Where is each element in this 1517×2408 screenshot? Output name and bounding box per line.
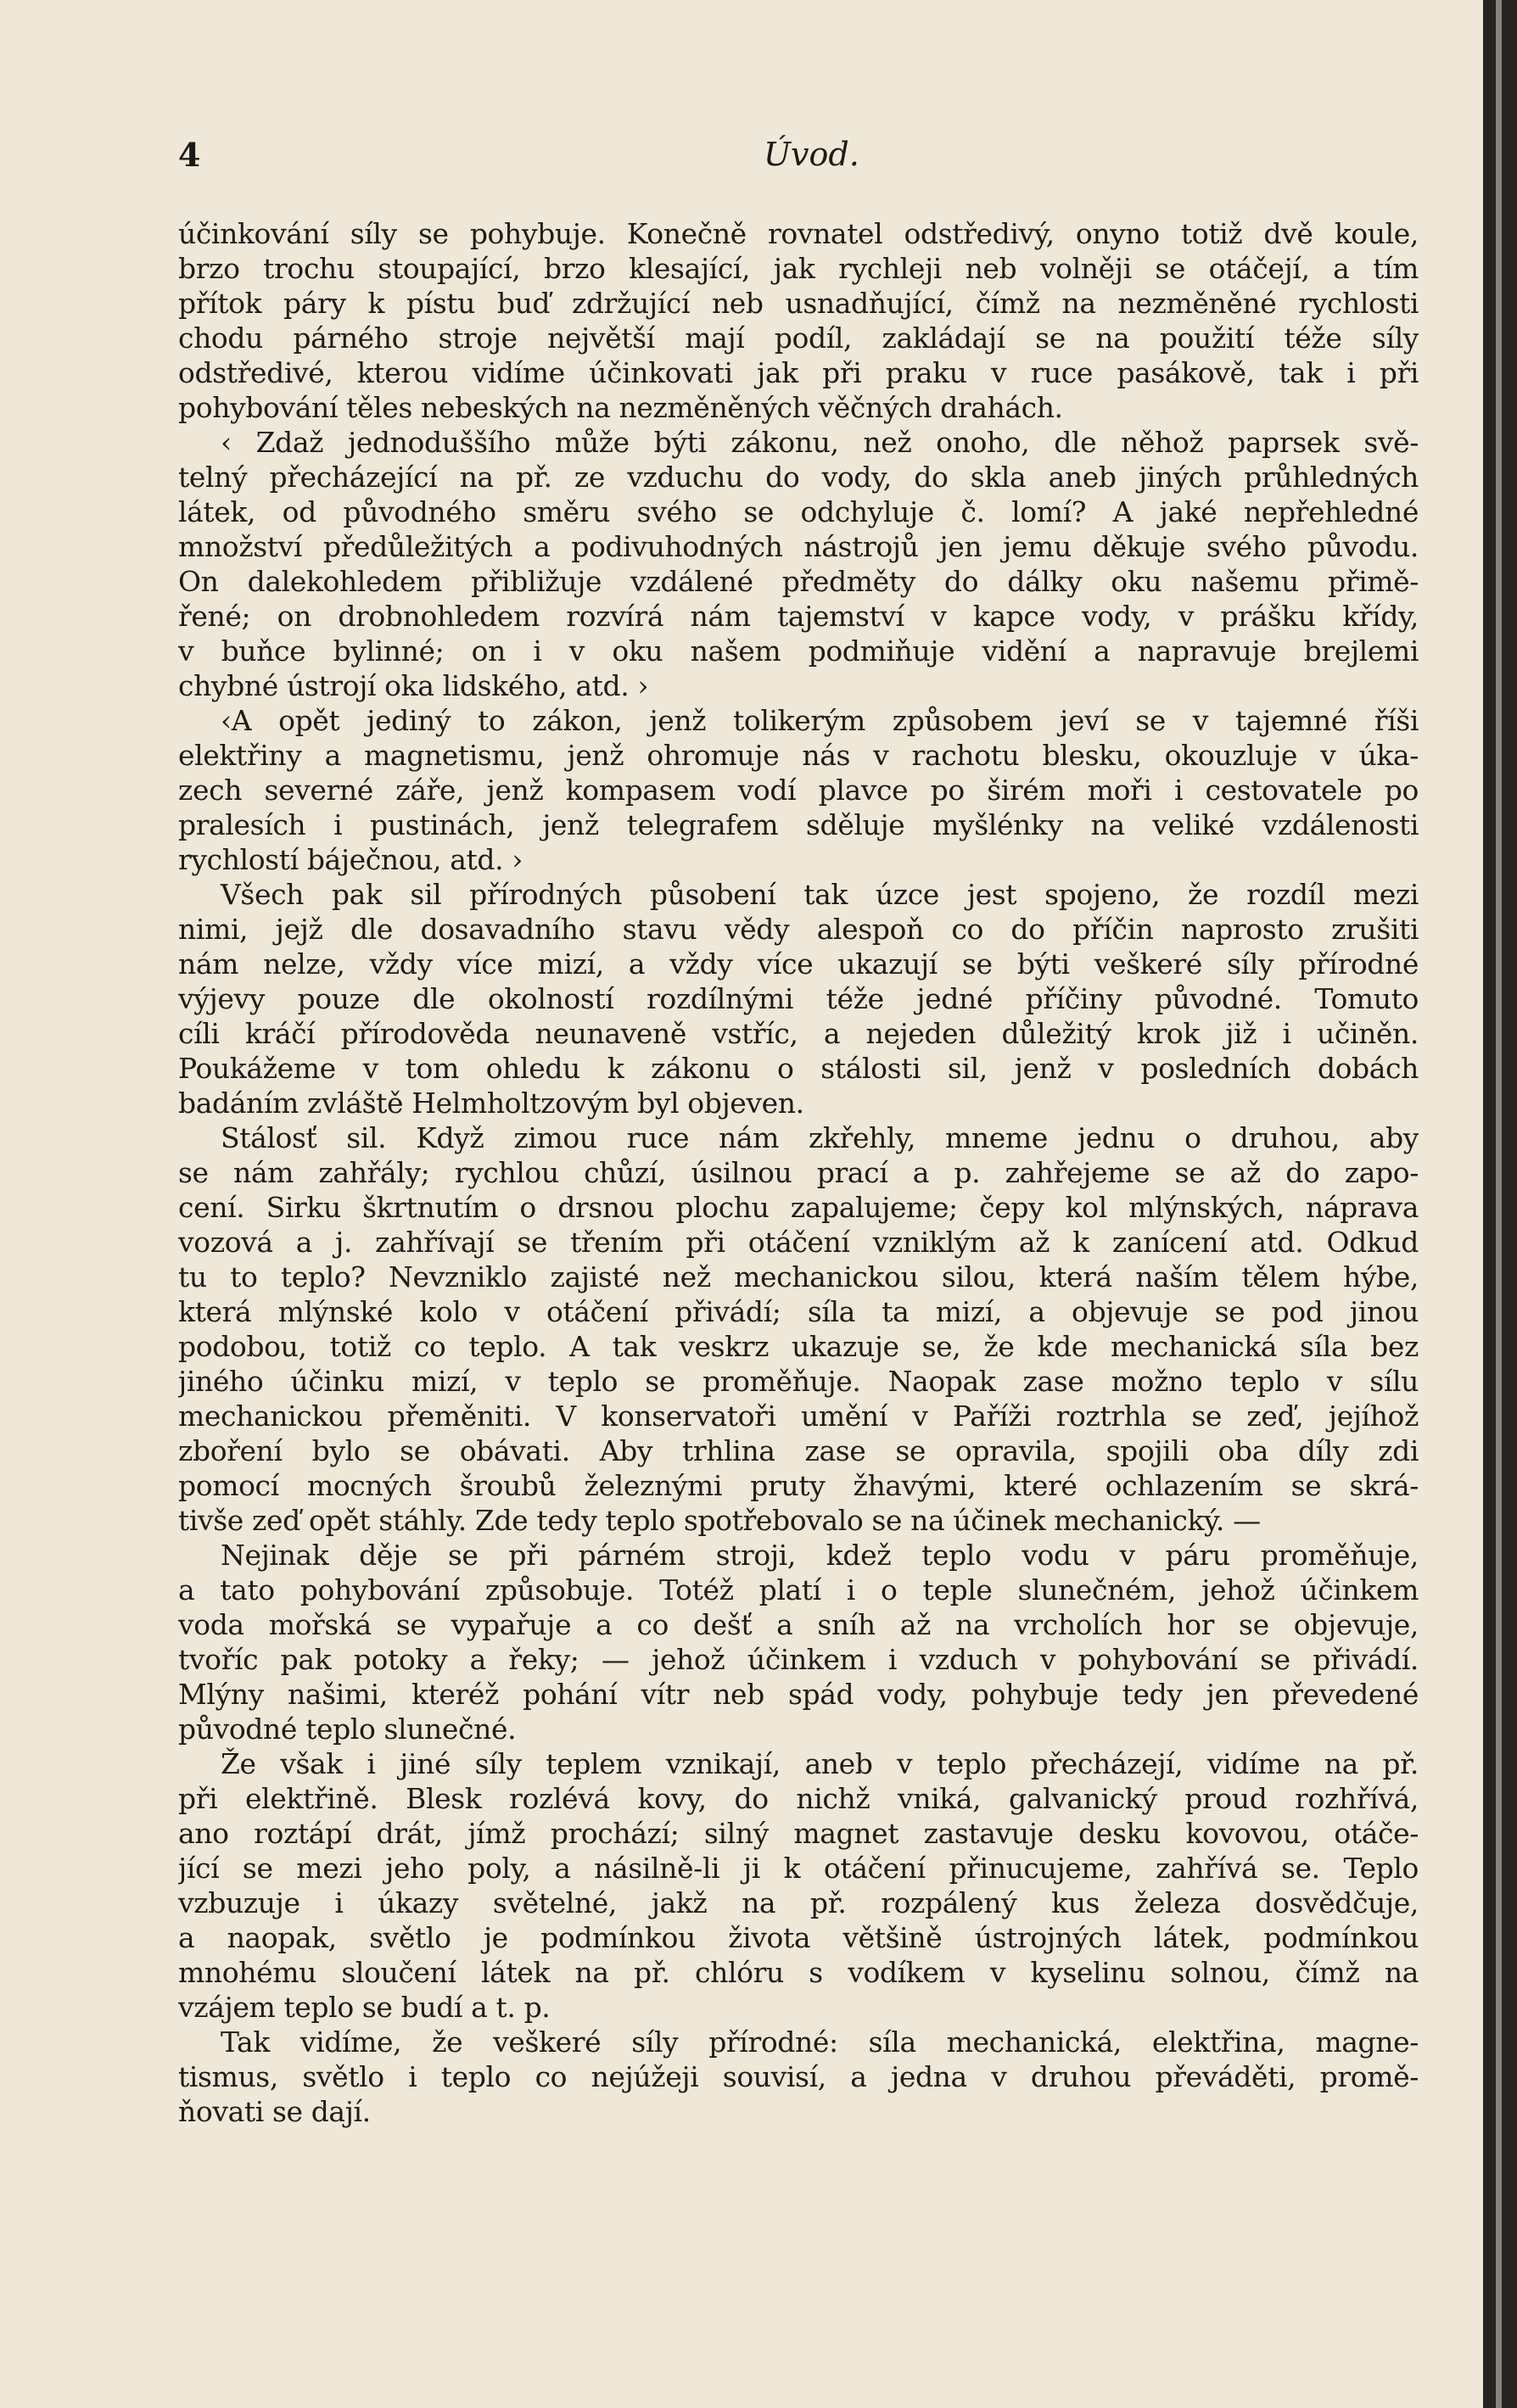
- text-line: tivše zeď opět stáhly. Zde tedy teplo spotřebovalo se na účinek mechanický. —: [178, 1504, 1261, 1537]
- text-line: odstředivé, kterou vidíme účinkovati jak při praku v ruce pasákově, tak i při: [178, 356, 1419, 389]
- text-line: brzo trochu stoupající, brzo klesající, jak rychleji neb volněji se otáčejí, a tím: [178, 252, 1419, 285]
- text-line: Nejinak děje se při párném stroji, kdež teplo vodu v páru proměňuje,: [221, 1539, 1419, 1572]
- page-edge-stripe: [1496, 0, 1502, 2408]
- text-line: ‹ Zdaž jednoduššího může býti zákonu, než onoho, dle něhož paprsek svě-: [221, 426, 1419, 459]
- text-line: tu to teplo? Nevzniklo zajisté než mechanickou silou, která naším tělem hýbe,: [178, 1260, 1419, 1293]
- text-line: a naopak, světlo je podmínkou života většině ústrojných látek, podmínkou: [178, 1921, 1419, 1954]
- text-line: Poukážeme v tom ohledu k zákonu o stálosti sil, jenž v posledních dobách: [178, 1052, 1419, 1085]
- text-line: vzbuzuje i úkazy světelné, jakž na př. rozpálený kus železa dosvědčuje,: [178, 1886, 1419, 1919]
- text-line: Tak vidíme, že veškeré síly přírodné: síla mechanická, elektřina, magne-: [221, 2025, 1419, 2059]
- text-line: mechanickou přeměniti. V konservatoři umění v Paříži roztrhla se zeď, jejíhož: [178, 1400, 1419, 1433]
- text-line: původné teplo slunečné.: [178, 1712, 517, 1746]
- text-line: se nám zahřály; rychlou chůzí, úsilnou prací a p. zahřejeme se až do zapo-: [178, 1156, 1419, 1189]
- text-line: a tato pohybování způsobuje. Totéž platí i o teple slunečném, jehož účinkem: [178, 1573, 1419, 1606]
- text-line: pomocí mocných šroubů železnými pruty žhavými, které ochlazením se skrá-: [178, 1469, 1419, 1502]
- text-line: rychlostí báječnou, atd. ›: [178, 843, 523, 876]
- paragraph: [178, 2025, 1419, 2129]
- text-line: cení. Sirku škrtnutím o drsnou plochu zapalujeme; čepy kol mlýnských, náprava: [178, 1191, 1419, 1224]
- text-line: zboření bylo se obávati. Aby trhlina zase se opravila, spojili oba díly zdi: [178, 1434, 1419, 1467]
- paragraph: [178, 1746, 1419, 2025]
- text-line: vozová a j. zahřívají se třením při otáčení vzniklým až k zanícení atd. Odkud: [178, 1226, 1419, 1259]
- text-line: mnohému sloučení látek na př. chlóru s vodíkem v kyselinu solnou, čímž na: [178, 1956, 1419, 1989]
- text-line: množství předůležitých a podivuhodných nástrojů jen jemu děkuje svého původu.: [178, 530, 1419, 563]
- text-line: podobou, totiž co teplo. A tak veskrz ukazuje se, že kde mechanická síla bez: [178, 1330, 1419, 1363]
- paragraph: [178, 1120, 1419, 1538]
- text-line: nám nelze, vždy více mizí, a vždy více ukazují se býti veškeré síly přírodné: [178, 947, 1419, 981]
- paragraph: [178, 877, 1419, 1120]
- text-line: výjevy pouze dle okolností rozdílnými téže jedné příčiny původné. Tomuto: [178, 982, 1419, 1015]
- paragraph: [178, 1538, 1419, 1746]
- text-line: ňovati se dají.: [178, 2095, 371, 2128]
- text-line: badáním zvláště Helmholtzovým byl objeven.: [178, 1087, 804, 1120]
- running-title: Úvod.: [764, 136, 859, 173]
- text-line: nimi, jejž dle dosavadního stavu vědy alespoň co do příčin naprosto zrušiti: [178, 913, 1419, 946]
- text-line: zech severné záře, jenž kompasem vodí plavce po širém moři i cestovatele po: [178, 774, 1419, 807]
- body-text: [178, 216, 1419, 2129]
- text-line: přítok páry k pístu buď zdržující neb usnadňující, čímž na nezměněné rychlosti: [178, 287, 1419, 320]
- text-line: jící se mezi jeho poly, a násilně-li ji k otáčení přinucujeme, zahřívá se. Teplo: [178, 1852, 1419, 1885]
- text-line: chodu párného stroje největší mají podíl, zakládají se na použití téže síly: [178, 321, 1419, 355]
- paragraph: [178, 703, 1419, 877]
- text-line: pralesích i pustinách, jenž telegrafem sděluje myšlénky na veliké vzdálenosti: [178, 808, 1419, 841]
- text-line: On dalekohledem přibližuje vzdálené předměty do dálky oku našemu přimě-: [178, 565, 1419, 598]
- text-line: elektřiny a magnetismu, jenž ohromuje nás v rachotu blesku, okouzluje v úka-: [178, 739, 1419, 772]
- text-line: tvoříc pak potoky a řeky; — jehož účinkem i vzduch v pohybování se přivádí.: [178, 1643, 1419, 1676]
- text-line: řené; on drobnohledem rozvírá nám tajemství v kapce vody, v prášku křídy,: [178, 600, 1419, 633]
- text-line: vzájem teplo se budí a t. p.: [178, 1991, 551, 2024]
- text-line: Že však i jiné síly teplem vznikají, aneb v teplo přecházejí, vidíme na př.: [221, 1747, 1419, 1780]
- text-line: jiného účinku mizí, v teplo se proměňuje. Naopak zase možno teplo v sílu: [178, 1365, 1419, 1398]
- text-line: která mlýnské kolo v otáčení přivádí; síla ta mizí, a objevuje se pod jinou: [178, 1295, 1419, 1328]
- text-line: Mlýny našimi, kteréž pohání vítr neb spád vody, pohybuje tedy jen převedené: [178, 1678, 1419, 1711]
- text-line: telný přecházející na př. ze vzduchu do vody, do skla aneb jiných průhledných: [178, 461, 1419, 494]
- text-line: Stálosť sil. Když zimou ruce nám zkřehly, mneme jednu o druhou, aby: [221, 1121, 1419, 1154]
- text-line: účinkování síly se pohybuje. Konečně rovnatel odstředivý, onyno totiž dvě koule,: [178, 217, 1419, 250]
- text-line: ‹A opět jediný to zákon, jenž tolikerým způsobem jeví se v tajemné říši: [221, 704, 1419, 737]
- text-line: látek, od původného směru svého se odchyluje č. lomí? A jaké nepřehledné: [178, 495, 1419, 528]
- text-line: pohybování těles nebeských na nezměněných věčných drahách.: [178, 391, 1063, 424]
- paragraph: [178, 425, 1419, 703]
- page-number: 4: [178, 136, 201, 174]
- page-header: [178, 136, 1419, 187]
- paragraph: [178, 216, 1419, 425]
- text-line: chybné ústrojí oka lidského, atd. ›: [178, 669, 649, 702]
- text-line: cíli kráčí přírodověda neunaveně vstříc, a nejeden důležitý krok již i učiněn.: [178, 1017, 1419, 1050]
- text-line: při elektřině. Blesk rozlévá kovy, do nichž vniká, galvanický proud rozhřívá,: [178, 1782, 1419, 1815]
- text-line: v buňce bylinné; on i v oku našem podmiňuje vidění a napravuje brejlemi: [178, 634, 1419, 668]
- text-line: voda mořská se vypařuje a co dešť a sníh až na vrcholích hor se objevuje,: [178, 1608, 1419, 1641]
- text-line: ano roztápí drát, jímž prochází; silný magnet zastavuje desku kovovou, otáče-: [178, 1817, 1419, 1850]
- text-line: tismus, světlo i teplo co nejúžeji souvisí, a jedna v druhou převáděti, promě-: [178, 2060, 1419, 2093]
- text-line: Všech pak sil přírodných působení tak úzce jest spojeno, že rozdíl mezi: [221, 878, 1419, 911]
